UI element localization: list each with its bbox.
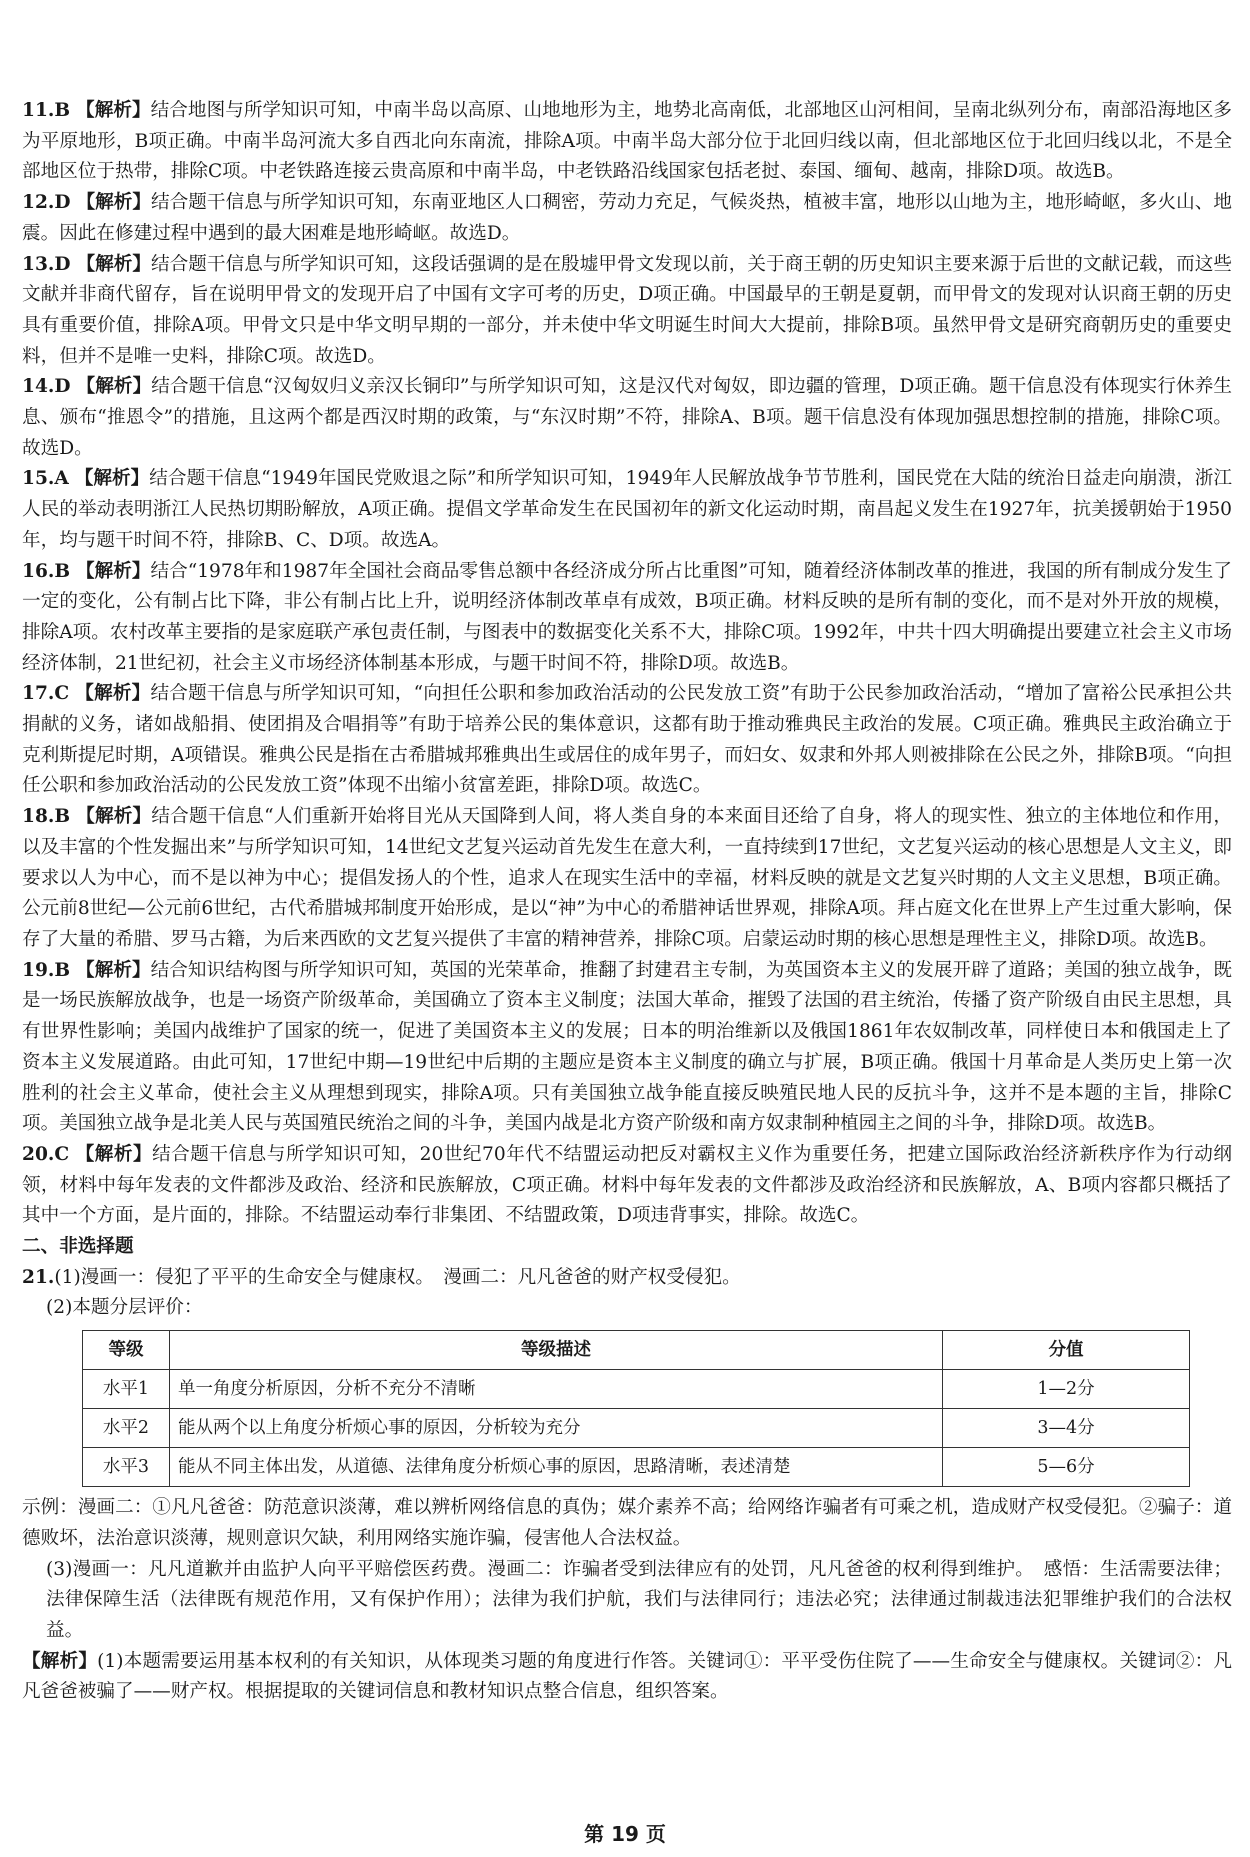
answer-choice: C <box>54 1143 70 1165</box>
answer-entry-11 <box>22 96 1232 188</box>
q21-part3: (3)漫画一：凡凡道歉并由监护人向平平赔偿医药费。漫画二：诈骗者受到法律应有的处罚，凡凡爸爸的权利得到维护。 感悟：生活需要法律；法律保障生活（法律既有规范作用，又有保护作用）；法律为我们护航，我们与法律同行；违法必究；法律通过制裁违法犯罪维护我们的合法权益。 <box>46 1558 1232 1641</box>
answer-choice: B <box>54 959 71 981</box>
analysis-tag: 【解析】 <box>76 253 152 275</box>
page-number: 第 19 页 <box>584 1822 666 1846</box>
table-cell-level: 水平2 <box>83 1409 170 1448</box>
analysis-text: 结合题干信息“1949年国民党败退之际”和所学知识可知，1949年人民解放战争节节胜利，国民党在大陆的统治日益走向崩溃，浙江人民的举动表明浙江人民热切期盼解放，A项正确。提倡文学革命发生在民国初年的新文化运动时期，南昌起义发生在1927年，抗美援朝始于1950年，均与题干时间不符，排除B、C、D项。故选A。 <box>22 468 1232 551</box>
answer-entry-14 <box>22 372 1232 464</box>
answer-choice: B <box>54 100 71 121</box>
analysis-text: 结合题干信息与所学知识可知，东南亚地区人口稠密，劳动力充足，气候炎热，植被丰富，地形以山地为主，地形崎岖，多火山、地震。因此在修建过程中遇到的最大困难是地形崎岖。故选D。 <box>22 192 1232 244</box>
answer-choice: A <box>54 468 69 490</box>
question-number: 14. <box>22 376 55 398</box>
table-row <box>83 1370 1190 1409</box>
question-number: 15. <box>22 468 55 490</box>
grading-table <box>82 1330 1190 1487</box>
analysis-tag: 【解析】 <box>75 683 151 705</box>
analysis-tag: 【解析】 <box>76 100 151 121</box>
analysis-text: 结合题干信息与所学知识可知，20世纪70年代不结盟运动把反对霸权主义作为重要任务，把建立国际政治经济新秩序作为行动纲领，材料中每年发表的文件都涉及政治、经济和民族解放，C项正确。材料中每年发表的文件都涉及政治经济和民族解放，A、B项内容都只概括了其中一个方面，是片面的，排除。不结盟运动奉行非集团、不结盟政策，D项违背事实，排除。故选C。 <box>22 1143 1232 1227</box>
analysis-tag: 【解析】 <box>76 806 152 828</box>
analysis-tag: 【解析】 <box>22 1650 98 1672</box>
answer-entry-17 <box>22 679 1232 802</box>
table-row <box>83 1409 1190 1448</box>
table-header-description: 等级描述 <box>170 1331 943 1370</box>
answer-entry-15 <box>22 464 1232 556</box>
answer-entry-16 <box>22 557 1232 680</box>
analysis-tag: 【解析】 <box>76 376 152 398</box>
q21-example: 示例：漫画二：①凡凡爸爸：防范意识淡薄，难以辨析网络信息的真伪；媒介素养不高；给网络诈骗者有可乘之机，造成财产权受侵犯。②骗子：道德败坏，法治意识淡薄，规则意识欠缺，利用网络实施诈骗，侵害他人合法权益。 <box>22 1497 1232 1549</box>
table-cell-score: 1—2分 <box>943 1370 1190 1409</box>
q21-part1-text: (1)漫画一：侵犯了平平的生命安全与健康权。 漫画二：凡凡爸爸的财产权受侵犯。 <box>54 1266 741 1288</box>
answer-choice: B <box>54 560 71 582</box>
table-cell-score: 5—6分 <box>943 1448 1190 1487</box>
analysis-text: 结合题干信息“汉匈奴归义亲汉长铜印”与所学知识可知，这是汉代对匈奴，即边疆的管理，D项正确。题干信息没有体现实行休养生息、颁布“推恩令”的措施，且这两个都是西汉时期的政策，与“东汉时期”不符，排除A、B项。题干信息没有体现加强思想控制的措施，排除C项。故选D。 <box>22 376 1232 459</box>
question-number: 13. <box>22 253 55 275</box>
answer-content <box>22 96 1232 1708</box>
table-cell-level: 水平1 <box>83 1370 170 1409</box>
answer-entry-18 <box>22 802 1232 956</box>
table-cell-description: 能从两个以上角度分析烦心事的原因，分析较为充分 <box>170 1409 943 1448</box>
q21-part1 <box>22 1263 1232 1294</box>
analysis-tag: 【解析】 <box>76 959 151 981</box>
answer-entry-20 <box>22 1140 1232 1232</box>
analysis-tag: 【解析】 <box>76 560 151 582</box>
question-number: 12. <box>22 192 55 214</box>
answer-entry-13 <box>22 250 1232 373</box>
question-number: 21. <box>22 1266 55 1288</box>
question-number: 11. <box>22 100 55 121</box>
analysis-text: 结合知识结构图与所学知识可知，英国的光荣革命，推翻了封建君主专制，为英国资本主义的发展开辟了道路；美国的独立战争，既是一场民族解放战争，也是一场资产阶级革命，美国确立了资本主义制度；法国大革命，摧毁了法国的君主统治，传播了资产阶级自由民主思想，具有世界性影响；美国内战维护了国家的统一，促进了美国资本主义的发展；日本的明治维新以及俄国1861年农奴制改革，同样使日本和俄国走上了资本主义发展道路。由此可知，17世纪中期—19世纪中后期的主题应是资本主义制度的确立与扩展，B项正确。俄国十月革命是人类历史上第一次胜利的社会主义革命，使社会主义从理想到现实，排除A项。只有美国独立战争能直接反映殖民地人民的反抗斗争，这并不是本题的主旨，排除C项。美国独立战争是北美人民与英国殖民统治之间的斗争，美国内战是北方资产阶级和南方奴隶制种植园主之间的斗争，排除D项。故选B。 <box>22 959 1232 1135</box>
answer-choice: D <box>54 192 71 214</box>
question-number: 19. <box>22 959 55 981</box>
question-number: 17. <box>22 683 55 705</box>
answer-choice: C <box>54 683 70 705</box>
question-number: 16. <box>22 560 55 582</box>
analysis-text: 结合地图与所学知识可知，中南半岛以高原、山地地形为主，地势北高南低，北部地区山河相间，呈南北纵列分布，南部沿海地区多为平原地形，B项正确。中南半岛河流大多自西北向东南流，排除A项。中南半岛大部分位于北回归线以南，但北部地区位于北回归线以北，不是全部地区位于热带，排除C项。中老铁路连接云贵高原和中南半岛，中老铁路沿线国家包括老挝、泰国、缅甸、越南，排除D项。故选B。 <box>22 100 1232 183</box>
question-number: 18. <box>22 806 55 828</box>
q21-part2: (2)本题分层评价： <box>46 1297 203 1319</box>
question-number: 20. <box>22 1143 55 1165</box>
answer-choice: D <box>54 376 71 398</box>
answer-entry-19 <box>22 956 1232 1140</box>
analysis-tag: 【解析】 <box>75 1143 153 1165</box>
table-cell-level: 水平3 <box>83 1448 170 1487</box>
answer-entry-12 <box>22 188 1232 249</box>
analysis-tag: 【解析】 <box>76 192 152 214</box>
analysis-text: (1)本题需要运用基本权利的有关知识，从体现类习题的角度进行作答。关键词①：平平受伤住院了——生命安全与健康权。关键词②：凡凡爸爸被骗了——财产权。根据提取的关键词信息和教材知识点整合信息，组织答案。 <box>22 1650 1232 1703</box>
analysis-text: 结合“1978年和1987年全国社会商品零售总额中各经济成分所占比重图”可知，随着经济体制改革的推进，我国的所有制成分发生了一定的变化，公有制占比下降，非公有制占比上升，说明经济体制改革卓有成效，B项正确。材料反映的是所有制的变化，而不是对外开放的规模，排除A项。农村改革主要指的是家庭联产承包责任制，与图表中的数据变化关系不大，排除C项。1992年，中共十四大明确提出要建立社会主义市场经济体制，21世纪初，社会主义市场经济体制基本形成，与题干时间不符，排除D项。故选B。 <box>22 560 1232 674</box>
analysis-tag: 【解析】 <box>74 468 150 490</box>
analysis-text: 结合题干信息与所学知识可知，这段话强调的是在殷墟甲骨文发现以前，关于商王朝的历史知识主要来源于后世的文献记载，而这些文献并非商代留存，旨在说明甲骨文的发现开启了中国有文字可考的历史，D项正确。中国最早的王朝是夏朝，而甲骨文的发现对认识商王朝的历史具有重要价值，排除A项。甲骨文只是中华文明早期的一部分，并未使中华文明诞生时间大大提前，排除B项。虽然甲骨文是研究商朝历史的重要史料，但并不是唯一史料，排除C项。故选D。 <box>22 253 1232 367</box>
answer-choice: B <box>54 806 71 828</box>
table-header-level: 等级 <box>83 1331 170 1370</box>
table-header-score: 分值 <box>943 1331 1190 1370</box>
table-cell-score: 3—4分 <box>943 1409 1190 1448</box>
analysis-text: 结合题干信息与所学知识可知，“向担任公职和参加政治活动的公民发放工资”有助于公民参加政治活动，“增加了富裕公民承担公共捐献的义务，诸如战船捐、使团捐及合唱捐等”有助于培养公民的集体意识，这都有助于推动雅典民主政治的发展。C项正确。雅典民主政治确立于克利斯提尼时期，A项错误。雅典公民是指在古希腊城邦雅典出生或居住的成年男子，而妇女、奴隶和外邦人则被排除在公民之外，排除B项。“向担任公职和参加政治活动的公民发放工资”体现不出缩小贫富差距，排除D项。故选C。 <box>22 683 1232 797</box>
table-row <box>83 1448 1190 1487</box>
answer-choice: D <box>54 253 71 275</box>
table-cell-description: 单一角度分析原因，分析不充分不清晰 <box>170 1370 943 1409</box>
table-cell-description: 能从不同主体出发，从道德、法律角度分析烦心事的原因，思路清晰，表述清楚 <box>170 1448 943 1487</box>
q21-analysis <box>22 1647 1232 1708</box>
table-header-row <box>83 1331 1190 1370</box>
analysis-text: 结合题干信息“人们重新开始将目光从天国降到人间，将人类自身的本来面目还给了自身，将人的现实性、独立的主体地位和作用，以及丰富的个性发掘出来”与所学知识可知，14世纪文艺复兴运动首先发生在意大利，一直持续到17世纪，文艺复兴运动的核心思想是人文主义，即要求以人为中心，而不是以神为中心；提倡发扬人的个性，追求人在现实生活中的幸福，材料反映的就是文艺复兴时期的人文主义思想，B项正确。公元前8世纪—公元前6世纪，古代希腊城邦制度开始形成，是以“神”为中心的希腊神话世界观，排除A项。拜占庭文化在世界上产生过重大影响，保存了大量的希腊、罗马古籍，为后来西欧的文艺复兴提供了丰富的精神营养，排除C项。启蒙运动时期的核心思想是理性主义，排除D项。故选B。 <box>22 806 1232 950</box>
section-title: 二、非选择题 <box>22 1236 134 1258</box>
